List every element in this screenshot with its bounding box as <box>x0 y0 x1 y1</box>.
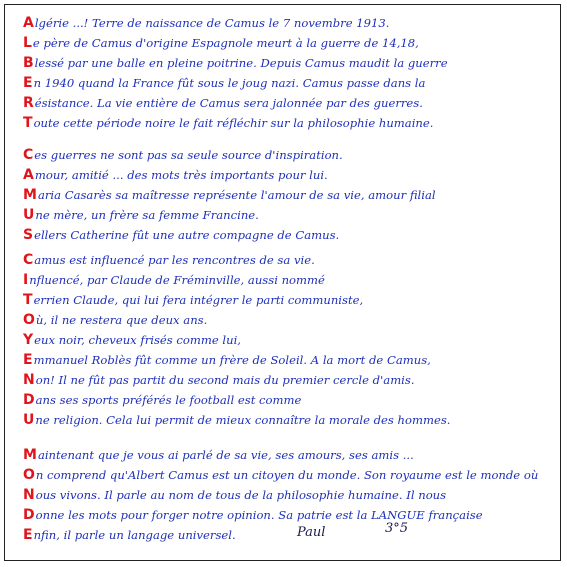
poem-line <box>23 205 552 225</box>
poem-line <box>23 485 552 505</box>
line-text: ésistance. La vie entière de Camus sera jalonnée par des guerres. <box>34 96 423 110</box>
acrostic-letter: T <box>23 292 33 308</box>
line-text: es guerres ne sont pas sa seule source d'inspiration. <box>34 148 343 162</box>
line-text: nfin, il parle un langage universel. <box>33 528 236 542</box>
poem-line <box>23 410 552 430</box>
line-text: eux noir, cheveux frisés comme lui, <box>34 333 241 347</box>
line-text: ans ses sports préférés le football est comme <box>35 393 302 407</box>
acrostic-letter: C <box>23 147 34 163</box>
poem-line <box>23 350 552 370</box>
poem-line <box>23 53 552 73</box>
poem-line <box>23 225 552 245</box>
poem-line <box>23 113 552 133</box>
acrostic-letter: E <box>23 75 33 91</box>
poem-line <box>23 445 552 465</box>
line-text: errien Claude, qui lui fera intégrer le parti communiste, <box>33 293 364 307</box>
acrostic-letter: U <box>23 412 35 428</box>
poem-line <box>23 13 552 33</box>
acrostic-letter: B <box>23 55 34 71</box>
acrostic-letter: I <box>23 272 29 288</box>
acrostic-letter: C <box>23 252 34 268</box>
line-text: aria Casarès sa maîtresse représente l'amour de sa vie, amour filial <box>37 188 436 202</box>
poem-line <box>23 465 552 485</box>
signature-class: 3°5 <box>385 521 409 536</box>
line-text: e père de Camus d'origine Espagnole meurt à la guerre de 14,18, <box>32 36 419 50</box>
acrostic-letter: A <box>23 15 34 31</box>
line-text: lessé par une balle en pleine poitrine. Depuis Camus maudit la guerre <box>34 56 448 70</box>
line-text: amus est influencé par les rencontres de sa vie. <box>34 253 315 267</box>
acrostic-letter: D <box>23 507 35 523</box>
poem-line <box>23 165 552 185</box>
signature-name: Paul <box>297 525 326 540</box>
acrostic-letter: T <box>23 115 33 131</box>
acrostic-letter: E <box>23 527 33 543</box>
acrostic-letter: L <box>23 35 32 51</box>
line-text: ellers Catherine fût une autre compagne de Camus. <box>34 228 340 242</box>
line-text: nfluencé, par Claude de Fréminville, aussi nommé <box>29 273 325 287</box>
poem-line <box>23 250 552 270</box>
line-text: n comprend qu'Albert Camus est un citoyen du monde. Son royaume est le monde où <box>35 468 539 482</box>
line-text: ù, il ne restera que deux ans. <box>35 313 208 327</box>
line-text: on! Il ne fût pas partit du second mais du premier cercle d'amis. <box>35 373 415 387</box>
acrostic-letter: M <box>23 447 37 463</box>
line-text: n 1940 quand la France fût sous le joug nazi. Camus passe dans la <box>33 76 426 90</box>
poem-line <box>23 73 552 93</box>
acrostic-letter: Y <box>23 332 34 348</box>
poem-line <box>23 290 552 310</box>
acrostic-letter: O <box>23 312 35 328</box>
acrostic-letter: A <box>23 167 34 183</box>
line-text: ne mère, un frère sa femme Francine. <box>35 208 259 222</box>
poem-line <box>23 330 552 350</box>
handwritten-sheet <box>4 4 561 561</box>
acrostic-letter: D <box>23 392 35 408</box>
poem-line <box>23 33 552 53</box>
line-text: ne religion. Cela lui permit de mieux connaître la morale des hommes. <box>35 413 451 427</box>
poem-line <box>23 370 552 390</box>
poem-line <box>23 390 552 410</box>
acrostic-letter: R <box>23 95 34 111</box>
poem-line <box>23 310 552 330</box>
acrostic-letter: N <box>23 487 35 503</box>
poem-line <box>23 93 552 113</box>
poem-line <box>23 145 552 165</box>
acrostic-letter: M <box>23 187 37 203</box>
poem-line <box>23 185 552 205</box>
line-text: lgérie ...! Terre de naissance de Camus le 7 novembre 1913. <box>34 16 390 30</box>
line-text: mmanuel Roblès fût comme un frère de Soleil. A la mort de Camus, <box>33 353 431 367</box>
line-text: ous vivons. Il parle au nom de tous de la philosophie humaine. Il nous <box>35 488 447 502</box>
line-text: mour, amitié ... des mots très importants pour lui. <box>34 168 328 182</box>
acrostic-letter: E <box>23 352 33 368</box>
acrostic-letter: U <box>23 207 35 223</box>
line-text: aintenant que je vous ai parlé de sa vie, ses amours, ses amis ... <box>37 448 414 462</box>
line-text: onne les mots pour forger notre opinion. Sa patrie est la LANGUE française <box>35 508 483 522</box>
acrostic-letter: N <box>23 372 35 388</box>
line-text: oute cette période noire le fait réfléchir sur la philosophie humaine. <box>33 116 434 130</box>
poem-line <box>23 525 552 545</box>
poem-line <box>23 505 552 525</box>
acrostic-letter: O <box>23 467 35 483</box>
poem-line <box>23 270 552 290</box>
acrostic-letter: S <box>23 227 34 243</box>
